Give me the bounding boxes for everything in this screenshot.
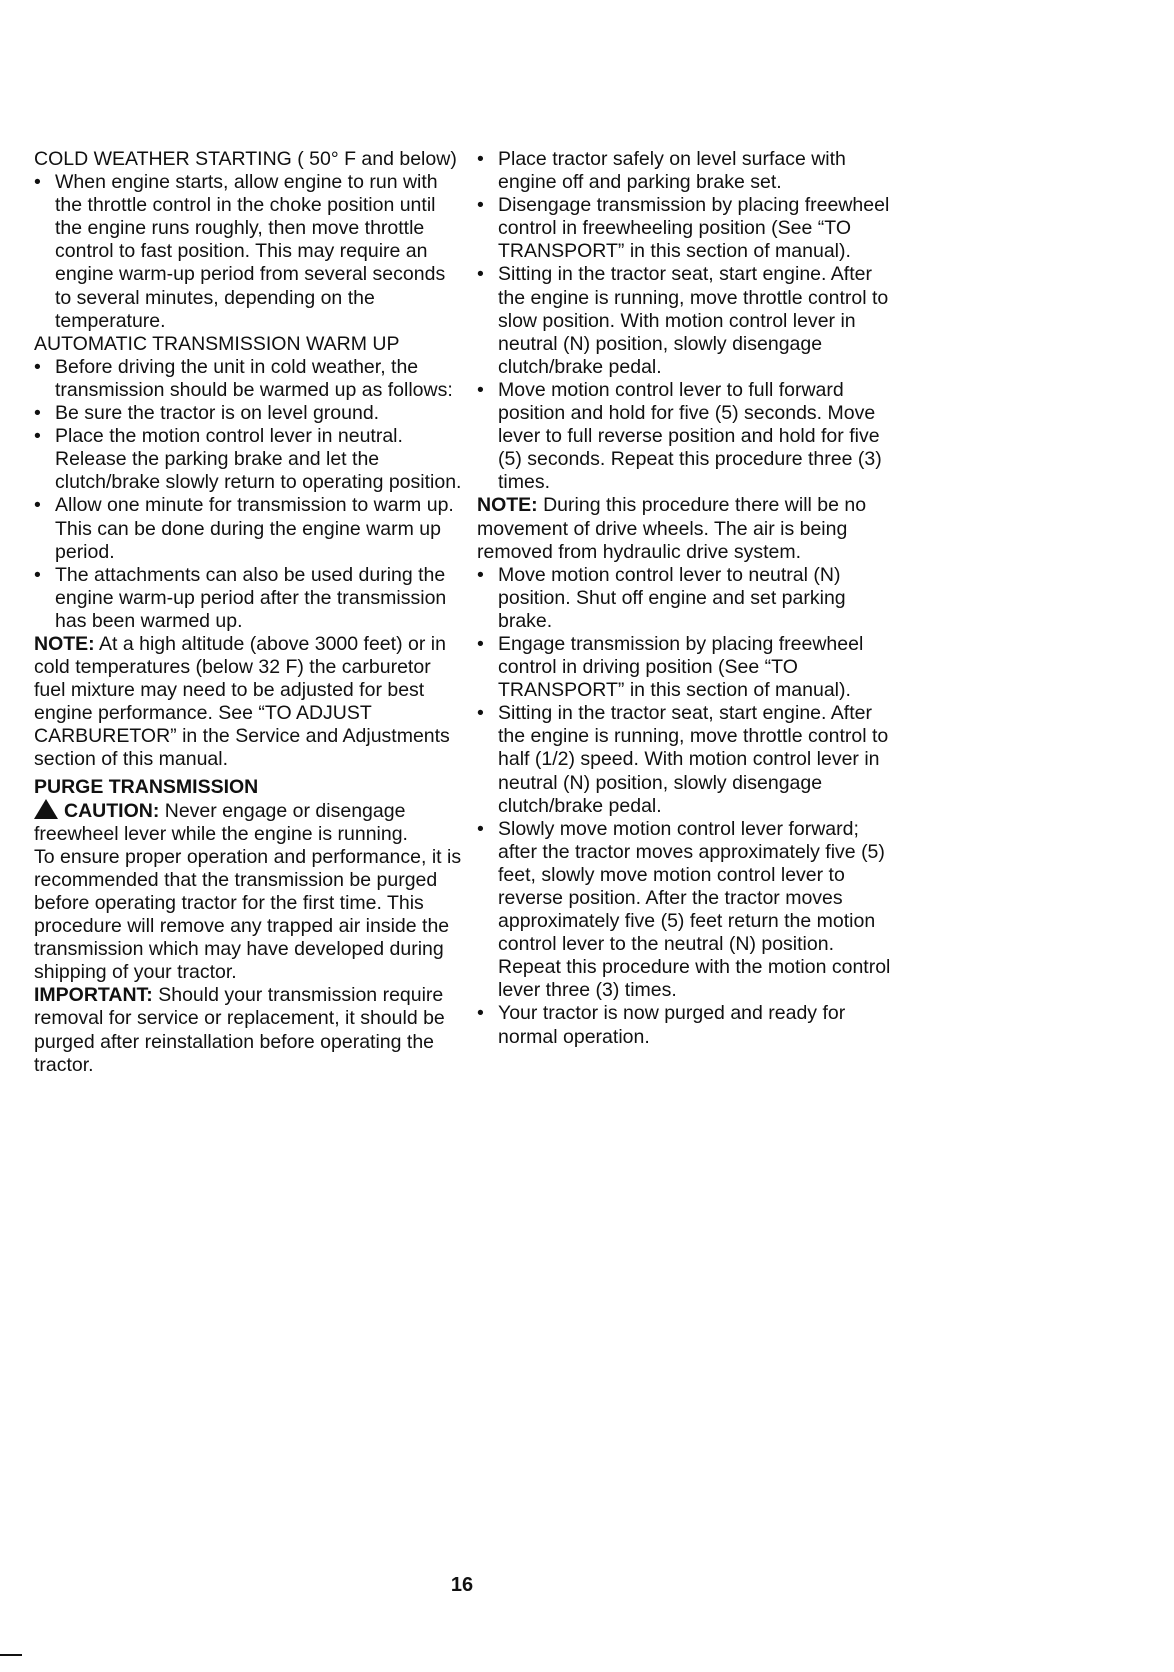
purge-paragraph: To ensure proper operation and performance, it is recommended that the transmission be purged before operating tractor for the first time. This procedure will remove any trapped air inside the transmission which may have developed during shipping of your tractor. <box>34 845 462 984</box>
list-item: • Disengage transmission by placing freewheel control in freewheeling position (See “TO TRANSPORT” in this section of manual). <box>477 194 897 263</box>
list-item: • Move motion control lever to neutral (N) position. Shut off engine and set parking brake. <box>477 564 897 633</box>
caution-text: Never engage or disengage freewheel lever while the engine is running. <box>34 799 408 845</box>
purge-heading: PURGE TRANSMISSION <box>34 775 259 798</box>
list-item: • Move motion control lever to full forward position and hold for five (5) seconds. Move lever to full reverse position and hold for five (5) seconds. Repeat this procedure three (3) times. <box>477 379 897 494</box>
list-item: • Before driving the unit in cold weather, the transmission should be warmed up as follows: <box>34 356 464 402</box>
list-item: • Sitting in the tractor seat, start engine. After the engine is running, move throttle control to half (1/2) speed. With motion control lever in neutral (N) position, slowly disengage clutch/brake pedal. <box>477 702 897 817</box>
page-number <box>0 1574 1174 1597</box>
margin-mark <box>0 1654 22 1656</box>
list-item: • Your tractor is now purged and ready for normal operation. <box>477 1002 897 1048</box>
list-item: • Sitting in the tractor seat, start engine. After the engine is running, move throttle control to slow position. With motion control lever in neutral (N) position, slowly disengage clutch/brake pedal. <box>477 263 897 378</box>
left-column <box>34 148 464 1077</box>
list-item: • Slowly move motion control lever forward; after the tractor moves approximately five (5) feet, slowly move motion control lever to reverse position. After the tractor moves approximately five (5) feet return the motion control lever to the neutral (N) position. Repeat this procedure with the motion control lever three (3) times. <box>477 818 897 1003</box>
list-item: • Be sure the tractor is on level ground. <box>34 402 464 425</box>
caution-label: CAUTION: <box>64 799 160 822</box>
list-item: • Place the motion control lever in neutral. Release the parking brake and let the clutch/brake slowly return to operating position. <box>34 425 464 494</box>
list-item: • The attachments can also be used during the engine warm-up period after the transmission has been warmed up. <box>34 564 464 633</box>
auto-warmup-heading: AUTOMATIC TRANSMISSION WARM UP <box>34 332 400 355</box>
altitude-note <box>34 633 464 772</box>
list-item: • When engine starts, allow engine to run with the throttle control in the choke position until the engine runs roughly, then move throttle control to fast position. This may require an engine warm-up period from several seconds to several minutes, depending on the temperature. <box>34 171 464 333</box>
note-label: NOTE: <box>34 632 95 655</box>
note-text: At a high altitude (above 3000 feet) or in cold temperatures (below 32 F) the carburetor fuel mixture may need to be adjusted for best engine performance. See “TO ADJUST CARBURETOR” in the Service and Adjustments section of this manual. <box>34 632 450 771</box>
warning-triangle-icon <box>34 799 58 819</box>
list-item: • Engage transmission by placing freewheel control in driving position (See “TO TRANSPORT” in this section of manual). <box>477 633 897 702</box>
cold-weather-heading: COLD WEATHER STARTING ( 50° F and below) <box>34 148 457 170</box>
important-text: Should your transmission require removal for service or replacement, it should be purged after reinstallation before operating the tractor. <box>34 984 445 1076</box>
note-label: NOTE: <box>477 494 538 517</box>
important-label: IMPORTANT: <box>34 984 153 1007</box>
list-item: • Place tractor safely on level surface with engine off and parking brake set. <box>477 148 897 194</box>
caution-block <box>34 799 464 846</box>
page-number-text: 16 <box>450 1574 474 1596</box>
drive-wheels-note <box>477 494 897 563</box>
right-column <box>477 148 897 1049</box>
important-block <box>34 984 464 1076</box>
list-item: • Allow one minute for transmission to warm up. This can be done during the engine warm up period. <box>34 494 464 563</box>
note-text: During this procedure there will be no movement of drive wheels. The air is being removed from hydraulic drive system. <box>477 494 867 563</box>
